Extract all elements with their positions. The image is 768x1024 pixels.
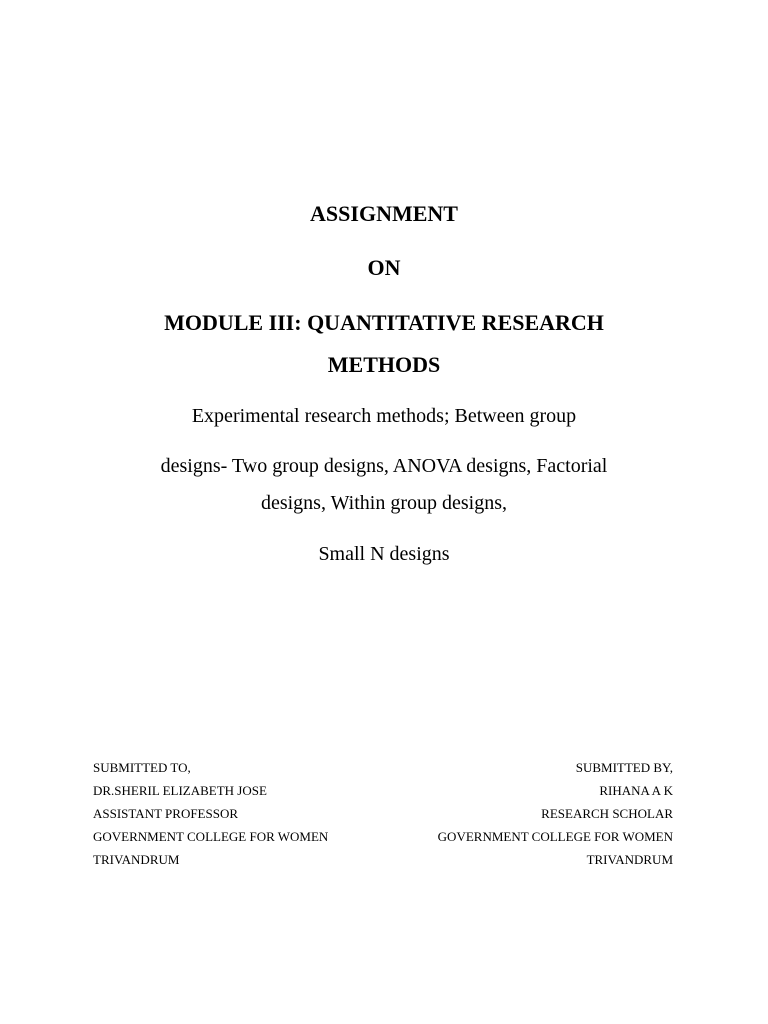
submitted-by-block [438,756,673,871]
submitted-to-block [93,756,328,871]
submitted-to-heading: SUBMITTED TO, [93,760,191,775]
submitted-by-heading: SUBMITTED BY, [575,760,673,775]
submitted-by-designation: RESEARCH SCHOLAR [541,806,673,821]
topic-line-1: Experimental research methods; Between group [191,405,577,427]
submitted-to-name: DR.SHERIL ELIZABETH JOSE [93,783,267,798]
title-on: ON [367,255,401,280]
submitted-to-designation: ASSISTANT PROFESSOR [93,806,239,821]
topic-line-3: designs, Within group designs, [260,492,508,514]
submitted-by-name: RIHANA A K [599,783,673,798]
submitted-by-city: TRIVANDRUM [586,852,673,867]
topic-line-4: Small N designs [318,543,450,565]
topic-line-2: designs- Two group designs, ANOVA designs, Factorial [160,455,608,477]
submitted-by-institution: GOVERNMENT COLLEGE FOR WOMEN [437,829,673,844]
title-module: MODULE III: QUANTITATIVE RESEARCH [164,310,604,335]
title-methods: METHODS [327,352,441,377]
submitted-to-city: TRIVANDRUM [93,852,180,867]
submitted-to-institution: GOVERNMENT COLLEGE FOR WOMEN [93,829,329,844]
title-assignment: ASSIGNMENT [310,201,458,226]
